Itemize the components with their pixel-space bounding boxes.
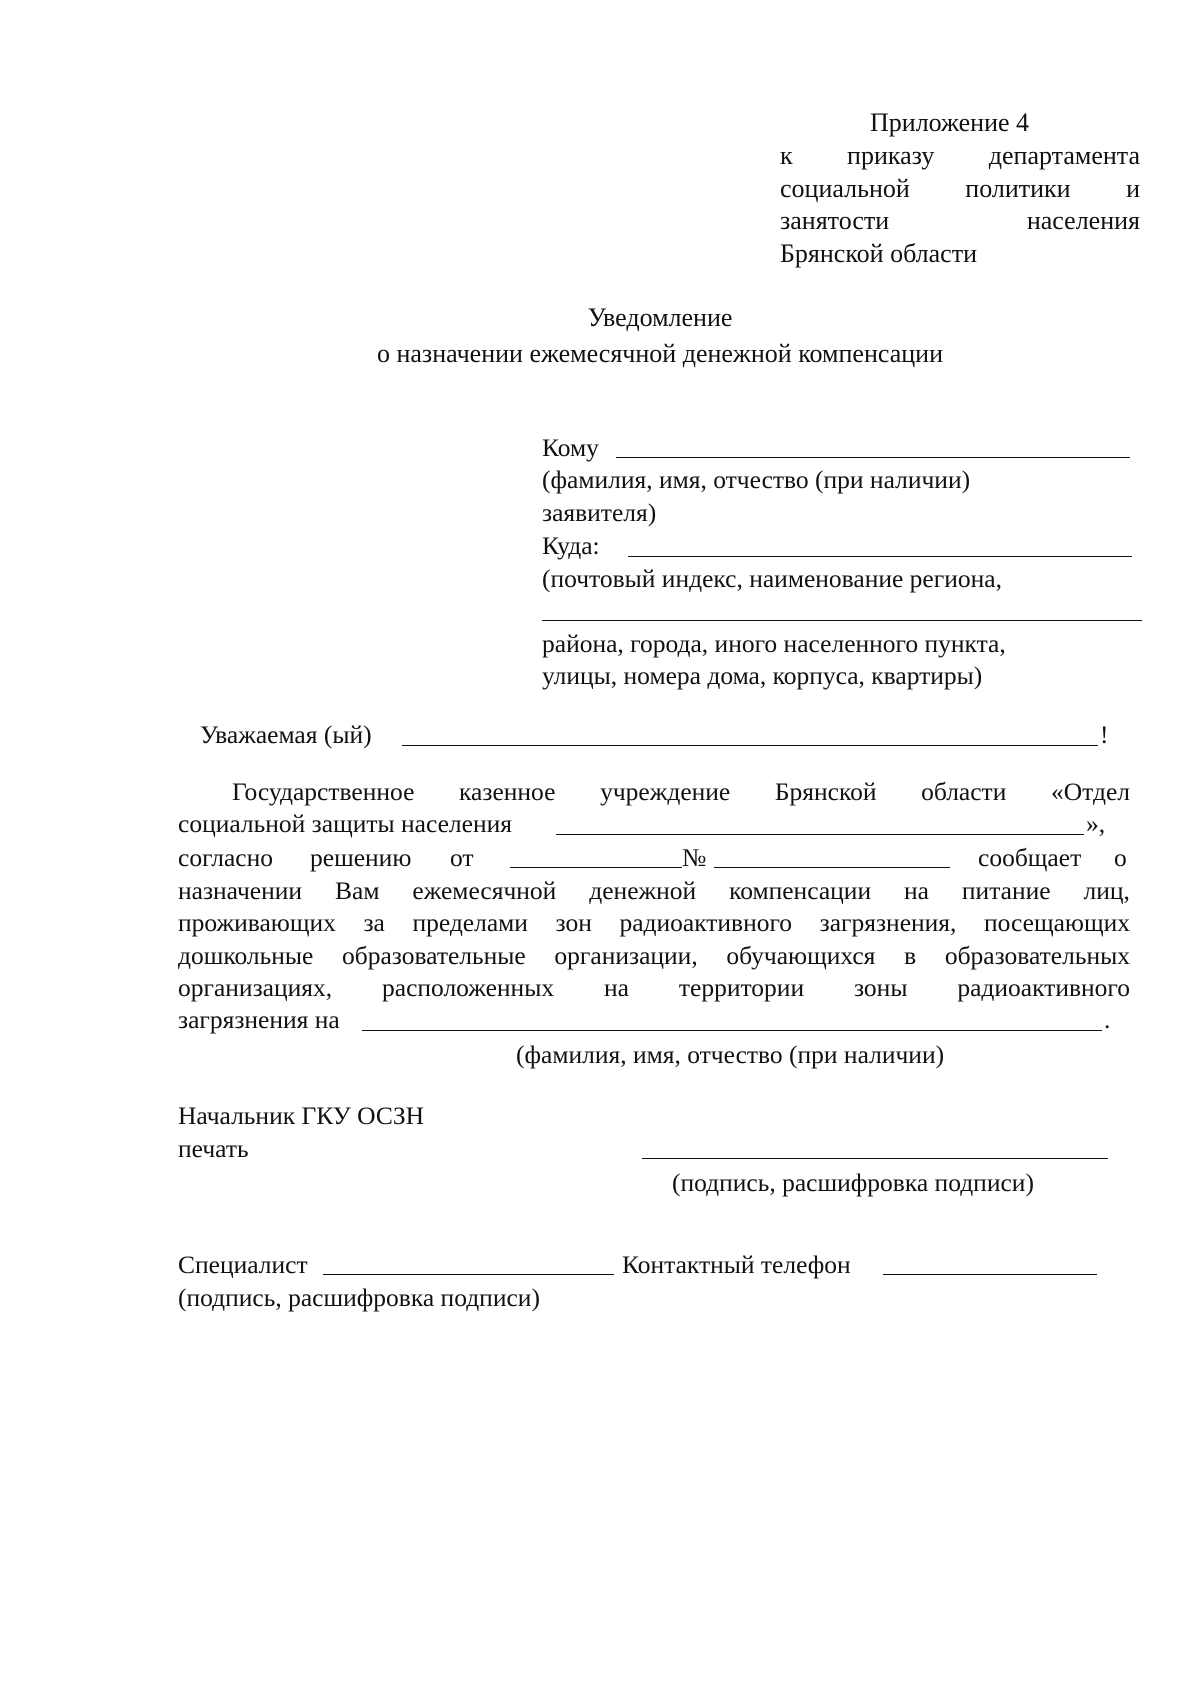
phone-label: Контактный телефон (622, 1250, 851, 1279)
body-word: Брянской (774, 777, 877, 806)
head-signature-hint: (подпись, расшифровка подписи) (672, 1168, 1034, 1197)
body-word: образовательные (342, 941, 526, 970)
body-word: денежной (589, 876, 697, 905)
body-word: «Отдел (1051, 777, 1130, 806)
body-word: области (921, 777, 1007, 806)
where-field-line (628, 556, 1132, 557)
document-title: Уведомление (587, 303, 733, 332)
body-word: организациях, (178, 973, 333, 1002)
appendix-word: политики (965, 173, 1071, 203)
body-word: казенное (459, 777, 556, 806)
body-word: на (904, 876, 929, 905)
to-field-line (616, 457, 1130, 458)
to-label: Кому (542, 433, 599, 462)
body-line-1 (232, 776, 1130, 808)
body-word: согласно (178, 843, 273, 872)
body-word: Государственное (232, 777, 415, 806)
document-subtitle: о назначении ежемесячной денежной компенсации (376, 339, 944, 368)
where-hint-cont: улицы, номера дома, корпуса, квартиры) (542, 661, 983, 690)
body-word: радиоактивного (619, 908, 793, 937)
department-field-line (556, 834, 1084, 835)
body-word: назначении (178, 876, 303, 905)
appendix-word: занятости (780, 206, 890, 235)
where-field-line-2 (542, 620, 1142, 621)
body-word: лиц, (1083, 876, 1130, 905)
body-word: о (1114, 843, 1127, 872)
appendix-word: и (1126, 173, 1140, 203)
body-word: ежемесячной (412, 876, 557, 905)
appendix-word: населения (1026, 206, 1140, 235)
appendix-line-1 (780, 140, 1140, 173)
body-line-8-end: . (1104, 1005, 1111, 1034)
number-sign: № (682, 843, 707, 872)
body-line-8-start: загрязнения на (178, 1005, 340, 1034)
body-word: обучающихся (726, 941, 876, 970)
phone-field-line (883, 1274, 1097, 1275)
greeting-label: Уважаемая (ый) (200, 720, 372, 749)
to-hint-cont: заявителя) (542, 498, 657, 527)
appendix-line-3 (780, 205, 1140, 238)
body-line-6 (178, 940, 1130, 972)
body-word: на (604, 973, 629, 1002)
head-signature-line (642, 1158, 1108, 1159)
body-word: питание (961, 876, 1051, 905)
appendix-word: Брянской области (780, 238, 977, 268)
specialist-label: Специалист (178, 1250, 308, 1279)
body-word: образовательных (944, 941, 1130, 970)
appendix-word: приказу (847, 141, 935, 170)
greeting-exclamation: ! (1100, 720, 1109, 749)
where-hint-cont: района, города, иного населенного пункта, (542, 629, 1006, 658)
body-word: пределами (412, 908, 528, 937)
body-word: радиоактивного (957, 973, 1130, 1002)
appendix-line-2 (780, 173, 1140, 206)
body-word: организации, (554, 941, 698, 970)
body-word: Вам (335, 876, 380, 905)
appendix-line-4 (780, 238, 1140, 271)
body-line-5 (178, 907, 1130, 939)
body-word: решению (310, 843, 412, 872)
body-word: в (904, 941, 917, 970)
specialist-signature-line (323, 1274, 614, 1275)
body-word: загрязнения, (819, 908, 957, 937)
body-word: проживающих (178, 908, 336, 937)
appendix-word: департамента (988, 141, 1140, 170)
appendix-word: к (780, 141, 793, 170)
where-label: Куда: (542, 531, 600, 560)
body-word: от (450, 843, 474, 872)
body-word: расположенных (382, 973, 555, 1002)
where-hint: (почтовый индекс, наименование региона, (542, 564, 1002, 593)
body-word: учреждение (600, 777, 731, 806)
appendix-word: социальной (780, 173, 910, 203)
body-line-2-end: », (1086, 809, 1106, 838)
appendix-block (780, 106, 1140, 270)
child-name-field-line (362, 1030, 1102, 1031)
head-label: Начальник ГКУ ОСЗН (178, 1101, 425, 1130)
body-word: за (363, 908, 385, 937)
to-hint: (фамилия, имя, отчество (при наличии) (542, 465, 971, 494)
appendix-title: Приложение 4 (870, 108, 1030, 137)
body-word: дошкольные (178, 941, 314, 970)
decision-date-field-line (510, 867, 682, 868)
body-word: зон (555, 908, 592, 937)
decision-number-field-line (714, 867, 950, 868)
specialist-signature-hint: (подпись, расшифровка подписи) (178, 1283, 540, 1312)
greeting-field-line (402, 745, 1098, 746)
body-word: сообщает (978, 843, 1082, 872)
body-line-4 (178, 875, 1130, 907)
body-line-7 (178, 972, 1130, 1004)
stamp-label: печать (178, 1134, 249, 1163)
child-name-hint: (фамилия, имя, отчество (при наличии) (516, 1040, 945, 1069)
body-word: посещающих (983, 908, 1130, 937)
body-line-2-start: социальной защиты населения (178, 809, 512, 838)
body-word: зоны (854, 973, 908, 1002)
body-word: компенсации (729, 876, 872, 905)
body-word: территории (678, 973, 805, 1002)
